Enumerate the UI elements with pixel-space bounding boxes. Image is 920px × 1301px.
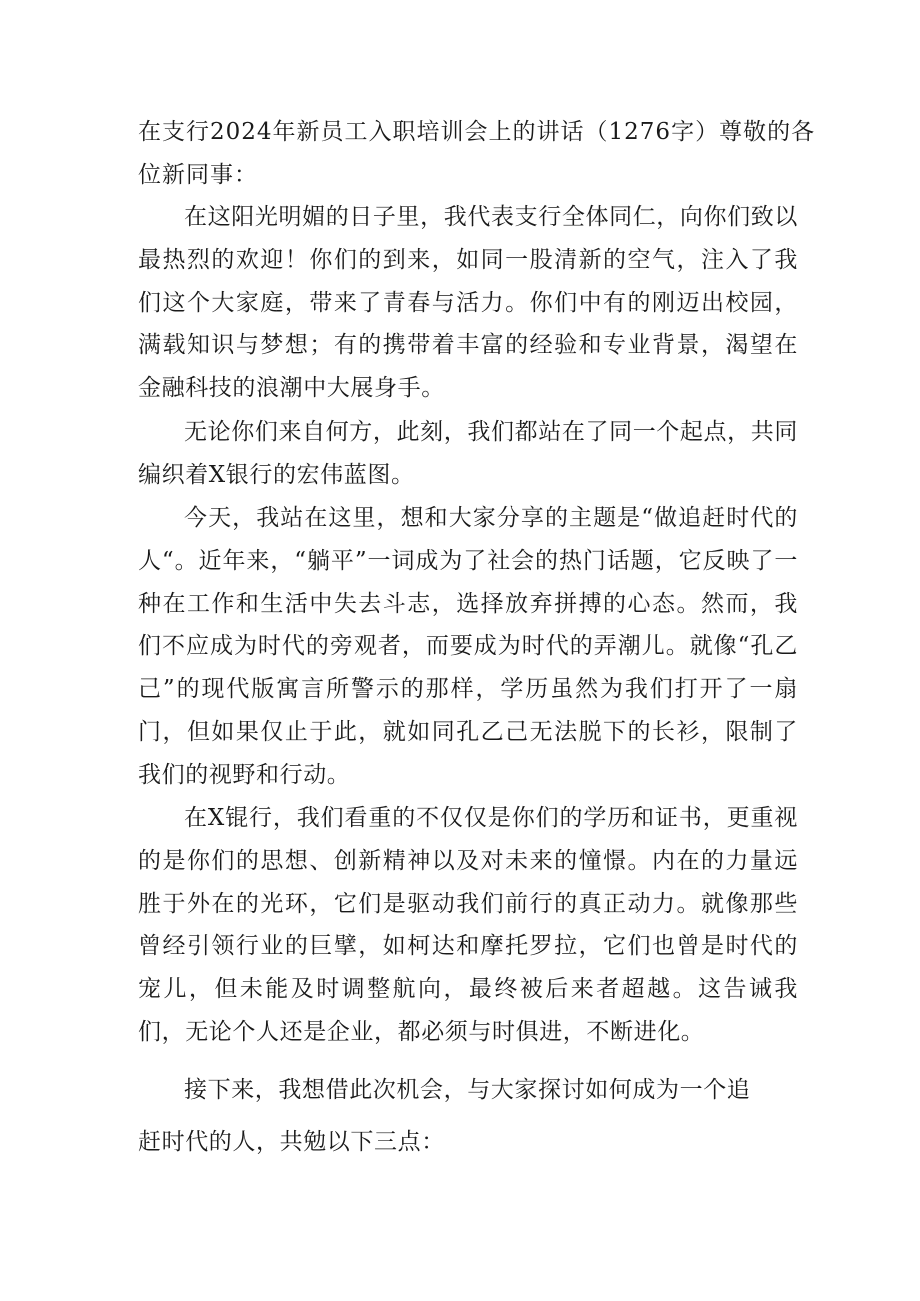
- paragraph-starting-point: 无论你们来自何方，此刻，我们都站在了同一个起点，共同编织着X银行的宏伟蓝图。: [138, 419, 798, 488]
- paragraph-welcome: 在这阳光明媚的日子里，我代表支行全体同仁，向你们致以最热烈的欢迎！你们的到来，如同一股清新的空气，注入了我们这个大家庭，带来了青春与活力。你们中有的刚迈出校园，满载知识与梦想；有的携带着丰富的经验和专业背景，渴望在金融科技的浪潮中大展身手。: [138, 204, 798, 402]
- closing-line-1: 接下来，我想借此次机会，与大家探讨如何成为一个追: [184, 1077, 751, 1103]
- title-line-2: 位新同事：: [138, 162, 258, 188]
- title-line-1: 在支行2024年新员工入职培训会上的讲话（1276字）尊敬的各: [138, 119, 816, 145]
- paragraph-theme: 今天，我站在这里，想和大家分享的主题是“做追赶时代的人“。近年来，“躺平”一词成为了社会的热门话题，它反映了一种在工作和生活中失去斗志，选择放弃拼搏的心态。然而，我们不应成为时代的旁观者，而要成为时代的弄潮儿。就像“孔乙己”的现代版寓言所警示的那样，学历虽然为我们打开了一扇门，但如果仅止于此，就如同孔乙己无法脱下的长衫，限制了我们的视野和行动。: [138, 505, 798, 788]
- paragraph-values: 在X锟行，我们看重的不仅仅是你们的学历和证书，更重视的是你们的思想、创新精神以及对未来的憧憬。内在的力量远胜于外在的光环，它们是驱动我们前行的真正动力。就像那些曾经引领行业的巨擘，如柯达和摩托罗拉，它们也曾是时代的宠儿，但未能及时调整航向，最终被后来者超越。这告诫我们，无论个人还是企业，都必须与时俱进，不断进化。: [138, 805, 798, 1045]
- closing-line-2: 赶时代的人，共勉以下三点：: [138, 1129, 445, 1155]
